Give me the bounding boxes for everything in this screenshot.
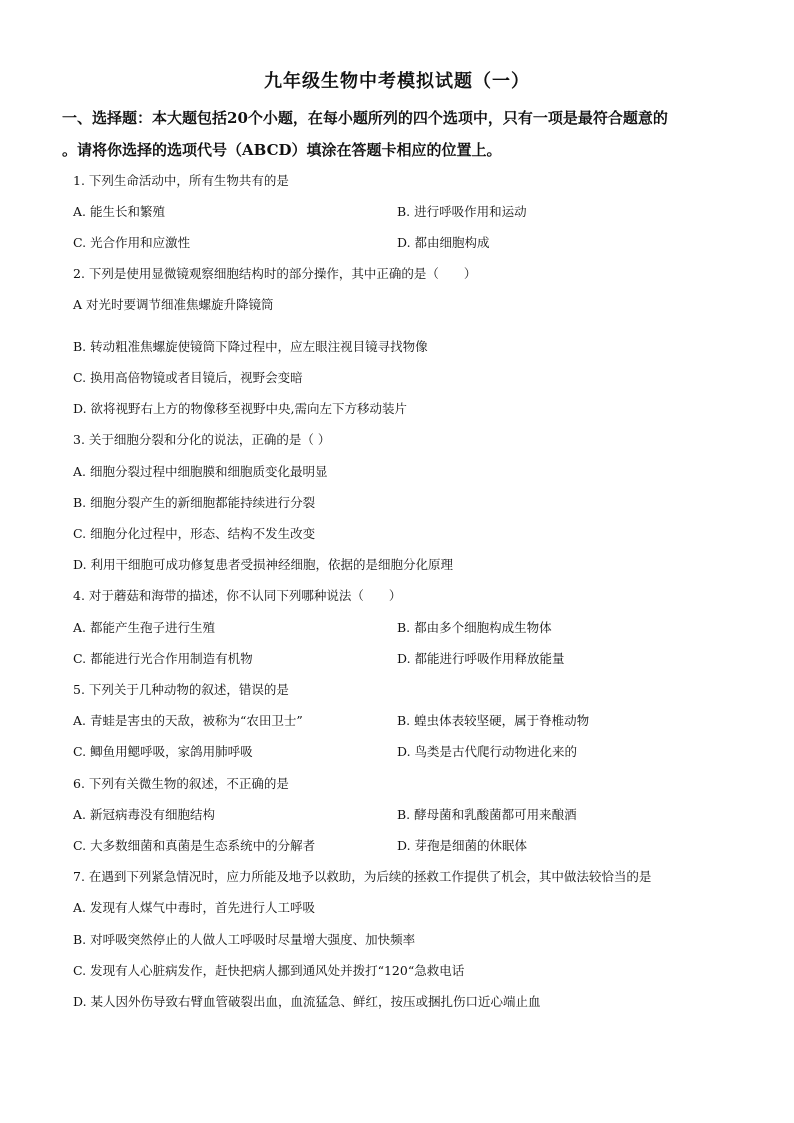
question-7-option-b: B. 对呼吸突然停止的人做人工呼吸时尽量增大强度、加快频率 (73, 932, 416, 947)
question-5-option-a: A. 青蛙是害虫的天敌，被称为“农田卫士” (73, 713, 303, 728)
question-5-stem: 5. 下列关于几种动物的叙述，错误的是 (73, 682, 289, 697)
question-5-option-d: D. 鸟类是古代爬行动物进化来的 (397, 744, 578, 759)
section-header-line-1: 一、选择题：本大题包括20个小题，在每小题所列的四个选项中，只有一项是最符合题意的 (62, 109, 668, 127)
question-7-stem: 7. 在遇到下列紧急情况时，应力所能及地予以救助，为后续的拯救工作提供了机会，其中做法较恰当的是 (73, 869, 652, 884)
question-7-option-d: D. 某人因外伤导致右臂血管破裂出血，血流猛急、鲜红，按压或捆扎伤口近心端止血 (73, 994, 541, 1009)
question-2-option-d: D. 欲将视野右上方的物像移至视野中央,需向左下方移动装片 (73, 401, 407, 416)
question-6-option-a: A. 新冠病毒没有细胞结构 (73, 807, 215, 822)
question-5-option-b: B. 蝗虫体表较坚硬，属于脊椎动物 (397, 713, 590, 728)
page-title: 九年级生物中考模拟试题（一） (264, 71, 530, 92)
question-1-stem: 1. 下列生命活动中，所有生物共有的是 (73, 173, 289, 188)
question-7-option-c: C. 发现有人心脏病发作，赶快把病人挪到通风处并拨打“120“急救电话 (73, 963, 465, 978)
section-header-line-2: 。请将你选择的选项代号（ABCD）填涂在答题卡相应的位置上。 (62, 141, 502, 159)
question-7-option-a: A. 发现有人煤气中毒时，首先进行人工呼吸 (73, 900, 315, 915)
question-6-option-c: C. 大多数细菌和真菌是生态系统中的分解者 (73, 838, 316, 853)
question-4-option-d: D. 都能进行呼吸作用释放能量 (397, 651, 565, 666)
question-4-option-a: A. 都能产生孢子进行生殖 (73, 620, 215, 635)
question-3-option-d: D. 利用干细胞可成功修复患者受损神经细胞，依据的是细胞分化原理 (73, 557, 454, 572)
question-1-option-d: D. 都由细胞构成 (397, 235, 490, 250)
question-3-stem: 3. 关于细胞分裂和分化的说法，正确的是（ ） (73, 432, 331, 447)
question-6-option-b: B. 酵母菌和乳酸菌都可用来酿酒 (397, 807, 577, 822)
question-4-option-c: C. 都能进行光合作用制造有机物 (73, 651, 253, 666)
question-3-option-b: B. 细胞分裂产生的新细胞都能持续进行分裂 (73, 495, 316, 510)
question-1-option-c: C. 光合作用和应激性 (73, 235, 191, 250)
question-3-option-a: A. 细胞分裂过程中细胞膜和细胞质变化最明显 (73, 464, 328, 479)
question-6-option-d: D. 芽孢是细菌的休眠体 (397, 838, 528, 853)
question-2-option-a: A 对光时要调节细准焦螺旋升降镜筒 (73, 297, 274, 312)
question-2-stem: 2. 下列是使用显微镜观察细胞结构时的部分操作，其中正确的是（ ） (73, 266, 477, 281)
question-2-option-c: C. 换用高倍物镜或者目镜后，视野会变暗 (73, 370, 303, 385)
question-3-option-c: C. 细胞分化过程中，形态、结构不发生改变 (73, 526, 316, 541)
question-4-stem: 4. 对于蘑菇和海带的描述，你不认同下列哪种说法（ ） (73, 588, 402, 603)
question-1-option-b: B. 进行呼吸作用和运动 (397, 204, 527, 219)
question-1-option-a: A. 能生长和繁殖 (73, 204, 165, 219)
question-6-stem: 6. 下列有关微生物的叙述，不正确的是 (73, 776, 289, 791)
question-2-option-b: B. 转动粗准焦螺旋使镜筒下降过程中，应左眼注视目镜寻找物像 (73, 339, 428, 354)
question-5-option-c: C. 鲫鱼用鳃呼吸，家鸽用肺呼吸 (73, 744, 253, 759)
question-4-option-b: B. 都由多个细胞构成生物体 (397, 620, 552, 635)
